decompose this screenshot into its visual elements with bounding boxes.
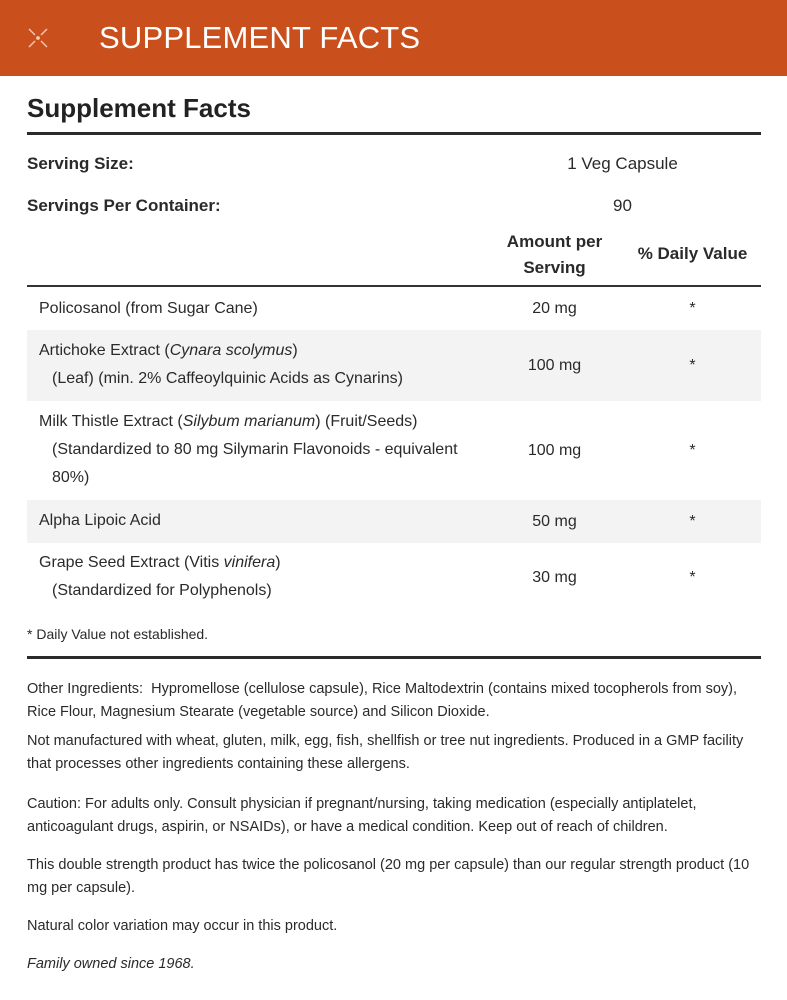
nutrient-name <box>27 543 489 605</box>
header-banner <box>0 0 787 76</box>
nutrient-amount: 100 mg <box>527 356 582 374</box>
caution-label: Caution <box>27 796 77 812</box>
nutrient-latin-name: vinifera <box>223 554 276 571</box>
nutrient-dv: * <box>689 512 696 530</box>
strength-note: This double strength product has twice the policosanol (20 mg per capsule) than our regular strength product (10 mg per capsule). <box>27 857 750 896</box>
nutrient-name: Policosanol (from Sugar Cane) <box>39 300 258 317</box>
nutrient-table <box>27 287 761 612</box>
amount-header-line1: Amount per <box>506 232 603 251</box>
allergen-statement: Not manufactured with wheat, gluten, milk, egg, fish, shellfish or tree nut ingredients. Produced in a GMP facility that processes other ingredients containing these allergens. <box>27 733 744 772</box>
other-ingredients <box>27 678 761 724</box>
nutrient-name-part: Milk Thistle Extract ( <box>39 413 183 430</box>
nutrient-amount: 20 mg <box>532 299 577 317</box>
table-header <box>27 227 761 285</box>
amount-header-line2: Serving <box>523 258 586 277</box>
facts-title: Supplement Facts <box>27 93 251 123</box>
table-row <box>27 401 761 500</box>
nutrient-dv: * <box>689 356 696 374</box>
banner-title: SUPPLEMENT FACTS <box>99 20 421 55</box>
nutrient-amount: 50 mg <box>532 512 577 530</box>
nutrient-detail: (Leaf) (min. 2% Caffeoylquinic Acids as Cynarins) <box>52 370 403 387</box>
serving-size-value: 1 Veg Capsule <box>567 154 678 173</box>
nutrient-name-part: ) <box>275 554 281 571</box>
nutrient-name-part: Artichoke Extract ( <box>39 342 170 359</box>
serving-size-row <box>27 143 761 185</box>
color-variation-note: Natural color variation may occur in this product. <box>27 918 338 934</box>
nutrient-name: Alpha Lipoic Acid <box>39 512 161 529</box>
nutrient-latin-name: Cynara scolymus <box>169 342 293 359</box>
daily-value-header: % Daily Value <box>637 244 748 263</box>
nutrient-name <box>27 401 489 492</box>
nutrient-name-part: ) <box>292 342 298 359</box>
table-row <box>27 287 761 330</box>
servings-per-container-value: 90 <box>613 196 632 215</box>
family-owned-note: Family owned since 1968. <box>27 956 195 972</box>
nutrient-dv: * <box>689 568 696 586</box>
table-row <box>27 543 761 612</box>
nutrient-latin-name: Silybum marianum <box>182 413 316 430</box>
daily-value-footnote: * Daily Value not established. <box>27 626 209 642</box>
nutrient-detail: (Standardized to 80 mg Silymarin Flavonoids - equivalent <box>52 441 458 458</box>
servings-per-container-label: Servings Per Container: <box>27 196 221 215</box>
table-row <box>27 330 761 401</box>
nutrient-name-part: ) (Fruit/Seeds) <box>315 413 418 430</box>
other-ingredients-text: Hypromellose (cellulose capsule), Rice Maltodextrin (contains mixed tocopherols from soy), Rice Flour, Magnesium Stearate (vegetable source) and Silicon Dioxide. <box>27 681 738 720</box>
serving-size-label: Serving Size: <box>27 154 134 173</box>
nutrient-dv: * <box>689 299 696 317</box>
divider <box>27 132 761 135</box>
nutrient-detail: 80%) <box>52 469 90 486</box>
supplement-facts-panel <box>27 76 761 976</box>
nutrient-name-part: Grape Seed Extract (Vitis <box>39 554 224 571</box>
nutrient-dv: * <box>689 441 696 459</box>
amount-header <box>482 229 627 281</box>
nutrient-amount: 30 mg <box>532 568 577 586</box>
nutrient-amount: 100 mg <box>527 441 582 459</box>
divider <box>27 656 761 659</box>
sparkle-cross-icon <box>27 27 49 49</box>
nutrient-detail: (Standardized for Polyphenols) <box>52 582 272 599</box>
table-row <box>27 500 761 543</box>
other-ingredients-label: Other Ingredients: <box>27 681 144 697</box>
nutrient-name <box>27 330 489 393</box>
caution-statement <box>27 793 761 839</box>
servings-per-container-row <box>27 185 761 227</box>
caution-text: : For adults only. Consult physician if pregnant/nursing, taking medication (especially antiplatelet, anticoagulant drugs, aspirin, or NSAIDs), or have a medical condition. Keep out of reach of children. <box>27 796 697 835</box>
